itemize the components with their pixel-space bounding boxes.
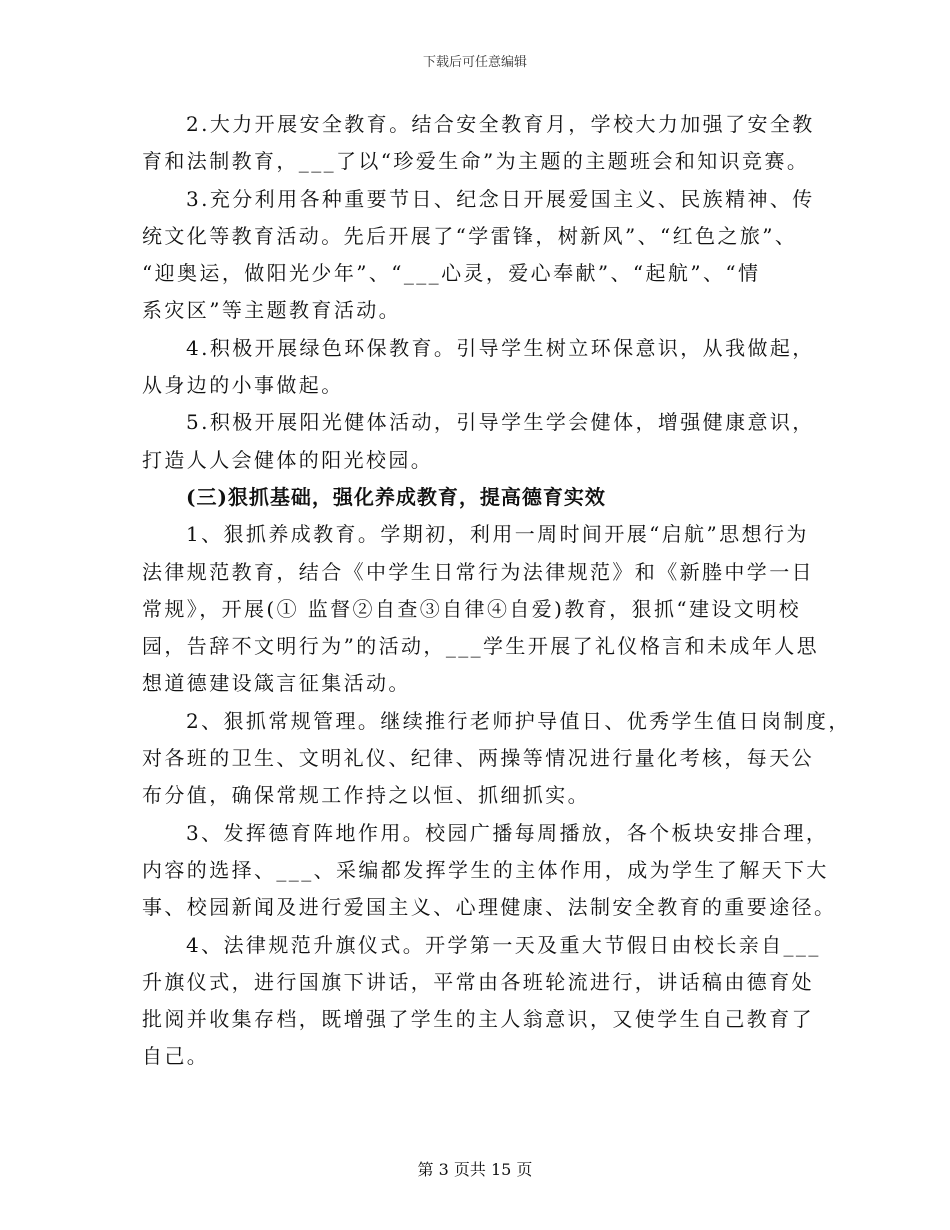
text-line: 法律规范教育，结合《中学生日常行为法律规范》和《新塍中学一日 xyxy=(142,559,814,584)
text-line: 园，告辞不文明行为”的活动，___学生开展了礼仪格言和未成年人思 xyxy=(142,634,820,659)
text-line: 系灾区”等主题教育活动。 xyxy=(142,298,402,323)
text-line: 升旗仪式，进行国旗下讲话，平常由各班轮流进行，讲话稿由德育处 xyxy=(142,969,814,994)
text-line: 2、狠抓常规管理。继续推行老师护导值日、优秀学生值日岗制度， xyxy=(186,708,851,733)
text-line: 对各班的卫生、文明礼仪、纪律、两操等情况进行量化考核，每天公 xyxy=(142,746,814,771)
document-body xyxy=(142,106,851,1076)
section-heading: (三)狠抓基础，强化养成教育，提高德育实效 xyxy=(186,484,606,509)
text-line: 自己。 xyxy=(142,1044,210,1069)
text-line: 1、狠抓养成教育。学期初，利用一周时间开展“启航”思想行为 xyxy=(186,522,809,547)
text-line: 打造人人会健体的阳光校园。 xyxy=(142,447,434,472)
text-line: 3.充分利用各种重要节日、纪念日开展爱国主义、民族精神、传 xyxy=(186,186,815,211)
text-line: 统文化等教育活动。先后开展了“学雷锋，树新风”、“红色之旅”、 xyxy=(142,223,798,248)
text-line: 3、发挥德育阵地作用。校园广播每周播放，各个板块安排合理， xyxy=(186,820,829,845)
text-line: 想道德建设箴言征集活动。 xyxy=(142,671,411,696)
text-line: 内容的选择、___、采编都发挥学生的主体作用，成为学生了解天下大 xyxy=(142,857,829,882)
text-line: 布分值，确保常规工作持之以恒、抓细抓实。 xyxy=(142,783,590,808)
text-line: 5.积极开展阳光健体活动，引导学生学会健体，增强健康意识， xyxy=(186,410,815,435)
text-line: 育和法制教育，___了以“珍爱生命”为主题的主题班会和知识竞赛。 xyxy=(142,149,810,174)
text-line: 2.大力开展安全教育。结合安全教育月，学校大力加强了安全教 xyxy=(186,112,815,136)
text-line: 4.积极开展绿色环保教育。引导学生树立环保意识，从我做起， xyxy=(186,335,815,360)
text-line: 批阅并收集存档，既增强了学生的主人翁意识，又使学生自己教育了 xyxy=(142,1007,814,1032)
text-line: “迎奥运，做阳光少年”、“___心灵，爱心奉献”、“起航”、“情 xyxy=(142,261,761,286)
page-header: 下载后可任意编辑 xyxy=(422,55,527,70)
page-footer: 第 3 页共 15 页 xyxy=(417,1160,533,1179)
text-line: 常规》，开展(① 监督②自查③自律④自爱)教育，狠抓“建设文明校 xyxy=(142,596,801,621)
text-line: 从身边的小事做起。 xyxy=(142,373,344,398)
text-line: 事、校园新闻及进行爱国主义、心理健康、法制安全教育的重要途径。 xyxy=(142,895,837,920)
text-line: 4、法律规范升旗仪式。开学第一天及重大节假日由校长亲自___ xyxy=(186,932,821,957)
